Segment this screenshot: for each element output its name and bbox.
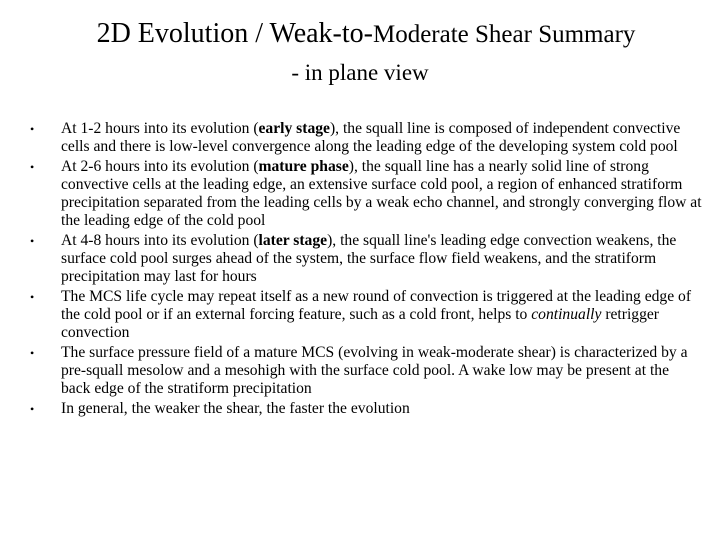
slide-title <box>0 16 720 53</box>
bullet-text: The surface pressure field of a mature MCS (evolving in weak-moderate shear) is characterized by a pre-squall mesolow and a mesohigh with the surface cold pool. A wake low may be present at the back edge of the stratiform precipitation <box>61 344 688 397</box>
bullet-item-early-stage <box>30 120 702 156</box>
bullet-item-life-cycle <box>30 288 702 342</box>
bullet-emphasis: continually <box>531 306 602 323</box>
bullet-text-post: ), the squall line is composed of independent convective cells and there is low-level convergence along the leading edge of the developing system cold pool <box>61 120 681 155</box>
bullet-dot-icon: • <box>30 234 35 248</box>
bullet-text-post: ), the squall line's leading edge convection weakens, the surface cold pool surges ahead of the system, the surface flow field weakens, and the stratiform precipitation may last for hours <box>61 232 677 285</box>
bullet-text: In general, the weaker the shear, the faster the evolution <box>61 400 410 417</box>
bullet-emphasis: early stage <box>258 120 330 137</box>
slide-subtitle <box>0 58 720 88</box>
bullet-dot-icon: • <box>30 122 35 136</box>
bullet-list <box>30 120 702 420</box>
bullet-dot-icon: • <box>30 290 35 304</box>
bullet-item-later-stage <box>30 232 702 286</box>
bullet-text-pre: At 1-2 hours into its evolution ( <box>61 120 259 137</box>
bullet-item-general <box>30 400 702 418</box>
slide-title-tail: Moderate Shear Summary <box>372 21 636 48</box>
bullet-item-mature-phase <box>30 158 702 230</box>
bullet-text-post: ), the squall line has a nearly solid line of strong convective cells at the leading edge, an extensive surface cold pool, a region of enhanced stratiform precipitation separated from the leading cells by a weak echo channel, and strongly converging flow at the leading edge of the cold pool <box>61 158 702 229</box>
slide-subtitle-text: - in plane view <box>291 60 429 85</box>
bullet-dot-icon: • <box>30 160 35 174</box>
bullet-dot-icon: • <box>30 346 35 360</box>
bullet-emphasis: later stage <box>258 232 328 249</box>
bullet-item-pressure-field <box>30 344 702 398</box>
slide-title-main: 2D Evolution / Weak-to- <box>96 18 373 49</box>
bullet-text-pre: The MCS life cycle may repeat itself as a new round of convection is triggered at the leading edge of the cold pool or if an external forcing feature, such as a cold front, helps to <box>61 288 692 323</box>
bullet-text-pre: At 4-8 hours into its evolution ( <box>61 232 259 249</box>
bullet-emphasis: mature phase <box>258 158 349 175</box>
bullet-text-pre: At 2-6 hours into its evolution ( <box>61 158 259 175</box>
bullet-text-post: retrigger convection <box>61 306 659 341</box>
bullet-dot-icon: • <box>30 402 35 416</box>
